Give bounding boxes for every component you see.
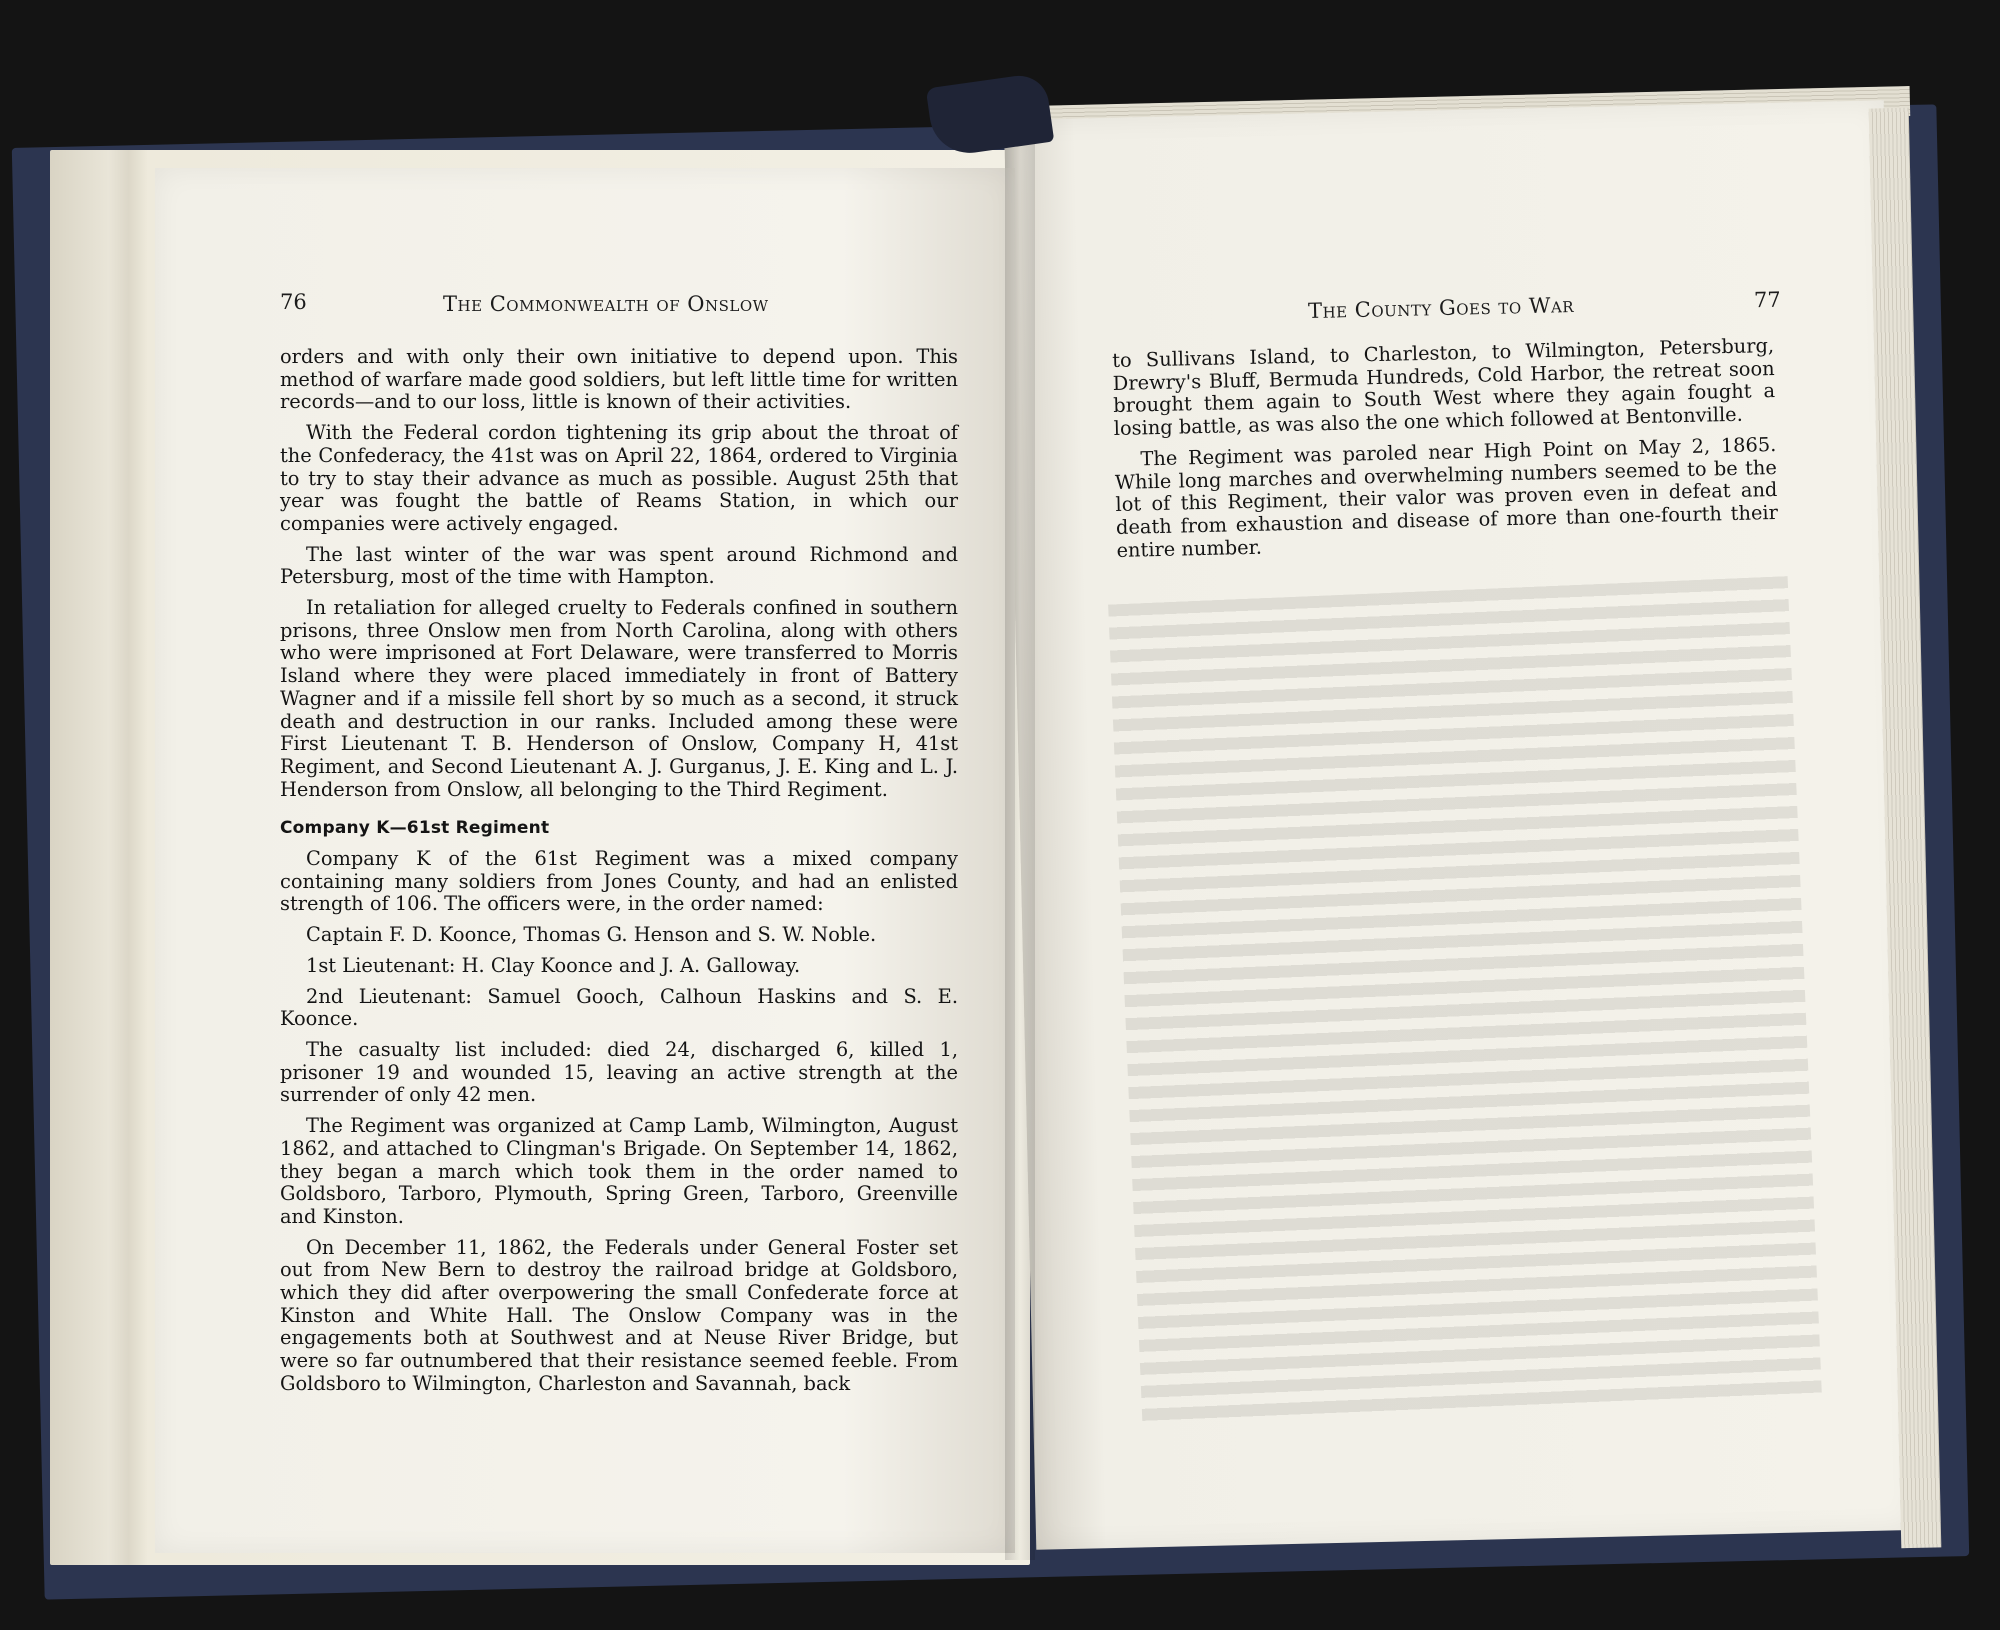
paragraph: to Sullivans Island, to Charleston, to Wilmington, Petersburg, Drewry's Bluff, Bermuda Hundreds, Cold Harbor, the retreat soon brought them again to South West where they again fought a losing battle, as was also the one which followed at Bentonville. (1111, 333, 1776, 441)
left-running-head: The Commonwealth of Onslow (443, 292, 769, 316)
paragraph: orders and with only their own initiative to depend upon. This method of warfare made good soldiers, but left little time for written records—and to our loss, little is known of their activities. (280, 345, 958, 414)
paragraph: The Regiment was organized at Camp Lamb, Wilmington, August 1862, and attached to Clingman's Brigade. On September 14, 1862, they began a march which took them in the order named to Goldsboro, Tarboro, Plymouth, Spring Green, Tarboro, Greenville and Kinston. (280, 1114, 958, 1228)
officer-line: Captain F. D. Koonce, Thomas G. Henson and S. W. Noble. (306, 923, 877, 947)
paragraph: On December 11, 1862, the Federals under General Foster set out from New Bern to destroy the railroad bridge at Goldsboro, which they did after overpowering the small Confederate force at Kinston and White Hall. The Onslow Company was in the engagements both at Southwest and at Neuse River Bridge, but were so far outnumbered that their resistance seemed feeble. From Goldsboro to Wilmington, Charleston and Savannah, back (280, 1235, 958, 1395)
left-page-text (280, 346, 958, 1404)
show-through-texture (1108, 576, 1822, 1424)
paragraph: The Regiment was paroled near High Point on May 2, 1865. While long marches and overwhelming numbers seemed to be the lot of this Regiment, their valor was proven even in defeat and death from exhaustion and disease of more than one-fourth their entire number. (1114, 432, 1779, 562)
paragraph: In retaliation for alleged cruelty to Federals confined in southern prisons, three Onslow men from North Carolina, along with others who were imprisoned at Fort Delaware, were transferred to Morris Island where they were placed immediately in front of Battery Wagner and if a missile fell short by so much as a second, it struck death and destruction in our ranks. Included among these were First Lieutenant T. B. Henderson of Onslow, Company H, 41st Regiment, and Second Lieutenant A. J. Gurganus, J. E. King and L. J. Henderson from Onslow, all belonging to the Third Regiment. (280, 596, 958, 801)
right-running-head: The County Goes to War (1307, 292, 1575, 324)
paragraph: Company K of the 61st Regiment was a mixed company containing many soldiers from Jones County, and had an enlisted strength of 106. The officers were, in the order named: (280, 847, 958, 916)
left-page-number: 76 (280, 290, 307, 314)
section-heading: Company K—61st Regiment (280, 818, 550, 839)
book-gutter (1005, 130, 1035, 1560)
paragraph: The casualty list included: died 24, discharged 6, killed 1, prisoner 19 and wounded 15, leaving an active strength at the surrender of only 42 men. (280, 1037, 958, 1107)
paragraph: The last winter of the war was spent around Richmond and Petersburg, most of the time with Hampton. (280, 542, 958, 589)
officer-line: 1st Lieutenant: H. Clay Koonce and J. A. Galloway. (306, 953, 801, 977)
paragraph: With the Federal cordon tightening its grip about the throat of the Confederacy, the 41st was on April 22, 1864, ordered to Virginia to try to stay their advance as much as possible. August 25th that year was fought the battle of Reams Station, in which our companies were actively engaged. (280, 421, 958, 535)
right-page-text (1112, 335, 1779, 570)
officer-line: 2nd Lieutenant: Samuel Gooch, Calhoun Haskins and S. E. Koonce. (280, 984, 958, 1031)
right-page-number: 77 (1753, 287, 1782, 313)
